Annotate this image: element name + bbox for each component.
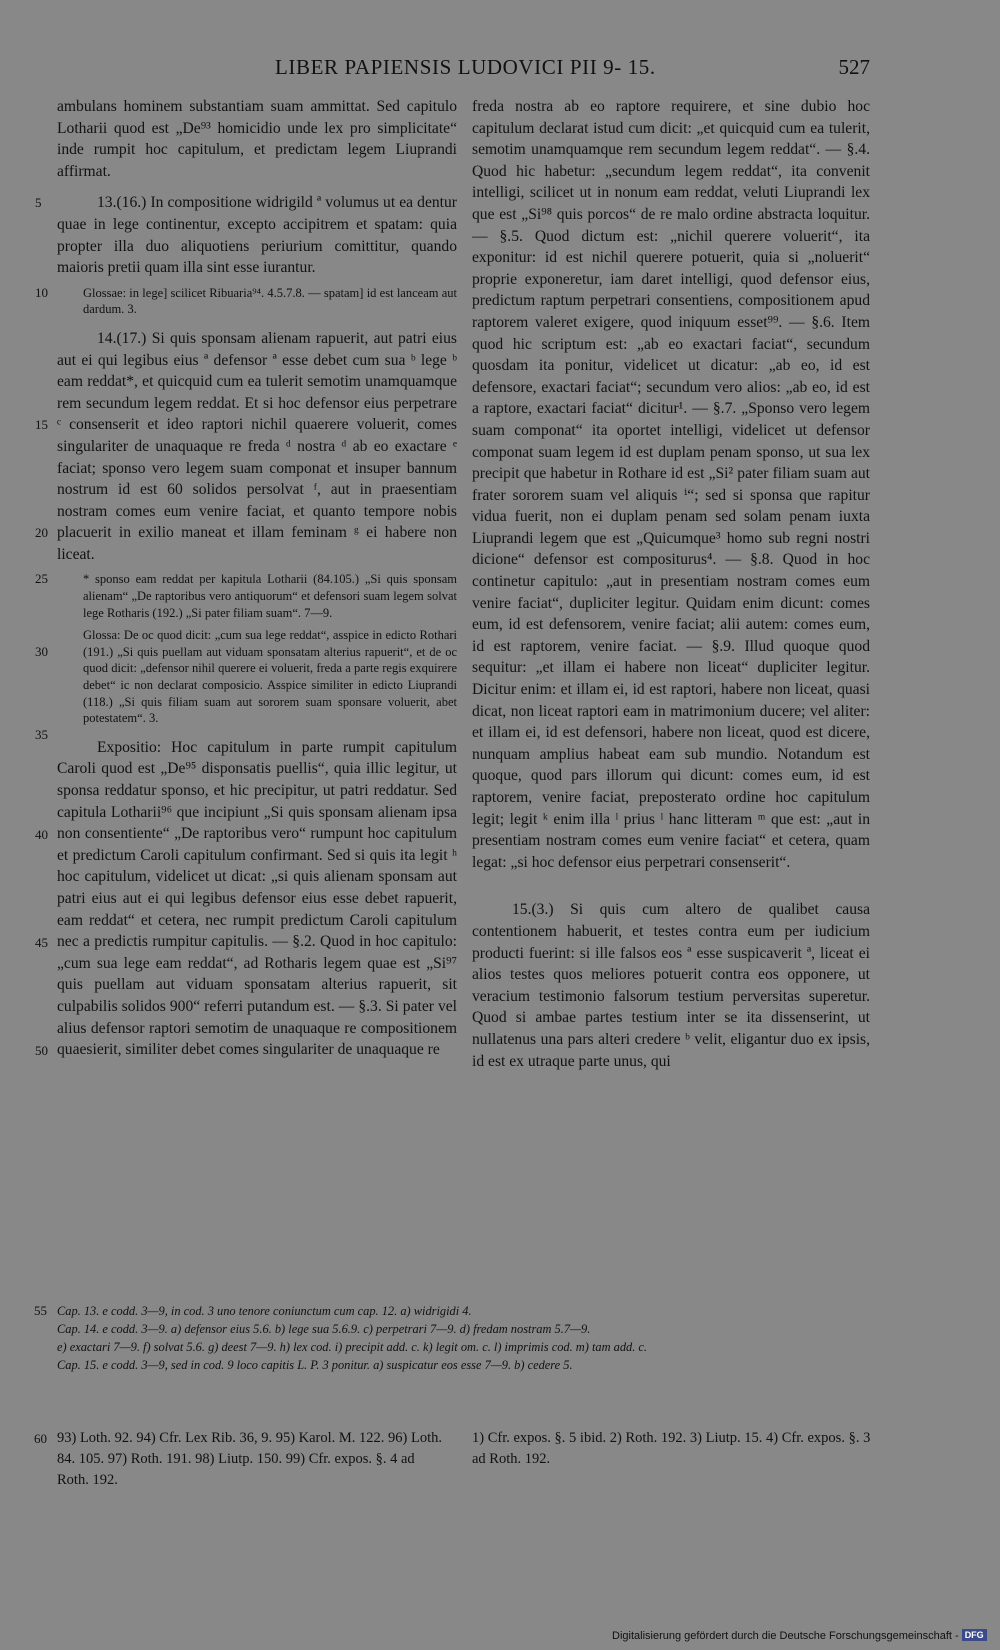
line-number-60: 60 — [34, 1431, 47, 1446]
line-number-10: 10 — [35, 284, 48, 300]
right-column — [472, 96, 870, 1072]
footnotes-left — [34, 1428, 447, 1491]
commentary-continuation — [472, 96, 870, 873]
apparatus-line-15: Cap. 15. e codd. 3—9, sed in cod. 9 loco capitis L. P. 3 ponitur. a) suspicatur eos esse 7—9. b) cedere 5. — [57, 1358, 573, 1372]
line-number-25: 25 — [35, 571, 48, 587]
footer-text: Digitalisierung gefördert durch die Deutsche Forschungsgemeinschaft - — [612, 1630, 959, 1642]
glossa-14 — [35, 627, 457, 743]
chapter-15 — [472, 899, 870, 1072]
line-number-45: 45 — [35, 934, 48, 950]
line-number-50: 50 — [35, 1042, 48, 1058]
chapter-15-text: 15.(3.) Si quis cum altero de qualibet causa contentionem habuerit, et testes contra eum per iudicium producti fuerint: si ille falsos eos ª esse suspicaverit ª, liceat ei alios testes quos meliores potuerit contra eos opponere, ut veracium testimonio falsorum testium perversitas superetur. Quod si ambae partes testium inter se ita dissenserint, ut nullatenus una pars alteri credere ᵇ velit, eligantur duo ex ipsis, id est ex utraque parte unus, qui — [472, 901, 870, 1070]
line-number-40: 40 — [35, 826, 48, 842]
glossae-13 — [35, 284, 457, 318]
line-number-30: 30 — [35, 644, 48, 660]
chapter-14 — [35, 328, 457, 566]
intro-text: ambulans hominem substantiam suam ammittat. Sed capitulo Lotharii quod est „De⁹³ homicidio unde lex pro simplicitate“ inde rumpit hoc capitulum, et predictam legem Liuprandi affirmat. — [57, 98, 457, 180]
intro-paragraph — [57, 96, 457, 182]
left-column — [35, 96, 457, 1061]
note-14 — [35, 571, 457, 621]
line-number-35: 35 — [35, 727, 48, 743]
apparatus-line-13: Cap. 13. e codd. 3—9, in cod. 3 uno tenore coniunctum cum cap. 12. a) widrigidi 4. — [57, 1304, 472, 1318]
glossa-14-text: Glossa: De oc quod dicit: „cum sua lege reddat“, asspice in edicto Rothari (191.) „Si quis puellam aut viduam sponsatam alterius rapuerit“, et de oc quod dicit: „defensor nihil querere ei voluerit, freda a parte regis exquirere debet“ ic non declarat composicio. Asspice similiter in edicto Liuprandi (118.) „Si quis filiam suam aut sororem suam sponsare voluerit, abet potestatem“. 3. — [83, 628, 457, 726]
line-number-5: 5 — [35, 195, 42, 211]
line-number-15: 15 — [35, 416, 48, 432]
chapter-14-text: 14.(17.) Si quis sponsam alienam rapuerit, aut patri eius aut ei qui legibus eius ª defensor ª esse debet cum sua ᵇ lege ᵇ eam reddat*, et quicquid cum ea tulerit semotim unamquamque rem secundum legem reddat. Et si hoc defensor eius perpetrare ᶜ consenserit et ideo raptori nichil quaerere voluerit, comes singulariter de unaquaque re freda ᵈ nostra ᵈ ab eo exactare ᵉ faciat; sponso vero legem suam componat et insuper bannum nostrum id est 60 solidos persolvat ᶠ, aut in praesentiam nostram comes eum venire faciat, et quanto tempore nobis placuerit in exilio maneat et illam feminam ᵍ ei habere non liceat. — [57, 329, 457, 563]
expositio-text: Expositio: Hoc capitulum in parte rumpit capitulum Caroli quod est „De⁹⁵ disponsatis puellis“, quia illic legitur, ut sponsa reddatur sponso, et hic precipitur, ut patri reddatur. Sed capitula Lotharii⁹⁶ que incipiunt „Si quis sponsam alienam ipsa non consentiente“ „De raptoribus vero“ rumpunt hoc capitulum et predictum Caroli capitulum confirmant. Sed si quis ita legit ʰ hoc capitulum, videlicet ut dicat: „si quis alienam sponsam aut patri eius aut ei qui legibus defensor eius esse debet rapuerit, eam reddat“ et cetera, nec rumpit predictum Caroli capitulum nec a predictis rumpitur capitulis. — §.2. Quod in hoc capitulo: „cum sua lege eam reddat“, ad Rotharis legem quae est „Si⁹⁷ quis puellam aut viduam sponsatam alterius rapuerit, sit culpabilis solidos 900“ referri putandum est. — §.3. Si pater vel alius defensor raptori semotim de unaquaque re compositionem quaesierit, similiter debet comes singulariter de unaquaque re — [57, 738, 457, 1059]
dfg-logo: DFG — [962, 1629, 987, 1641]
chapter-13-text: 13.(16.) In compositione widrigild ª volumus ut ea dentur quae in lege continentur, excepto accipitrem et spatam: quia propter illa duo aliquotiens periurium comittitur, quando maioris pretii quam illa sint esse iurantur. — [57, 194, 457, 277]
apparatus-line-14: Cap. 14. e codd. 3—9. a) defensor eius 5.6. b) lege sua 5.6.9. c) perpetrari 7—9. d) fredam nostram 5.7—9. — [57, 1322, 591, 1336]
page-number: 527 — [838, 55, 870, 79]
digitization-footer — [612, 1629, 987, 1645]
commentary-text: freda nostra ab eo raptore requirere, et sine dubio hoc capitulum declarat istud cum dicit: „et quicquid cum ea tulerit, semotim unamquamque rem secundum legem reddat“. — §.4. Quod hic habetur: „secundum legem reddat“, ita convenit intelligi, scilicet ut in nonum eam reddat, veluti Liuprandi lex que est „Si⁹⁸ quis porcos“ de re malo ordine abstracta loquitur. — §.5. Quod dictum est: „nichil querere voluerit“, ita exponitur: id est nichil querere potuerit, quia si „noluerit“ proprie exponeretur, iam daret intelligi, quod defensor eius, predictum raptum perpetrari consentiens, compositionem apud raptorem valeret exigere, quod iniquum esset⁹⁹. — §.6. Item quod hic scriptum est: „ab eo exactari faciat“, secundum quosdam ita ponitur, videlicet ut dicatur: „ab eo, id est defensore, exactari faciat“; secundum vero alios: „ab eo, id est a raptore, exactari faciat“ dicitur¹. — §.7. „Sponso vero legem suam componat“ ita oportet intelligi, videlicet ut defensor componat suam legem id est duplam penam sponso, ut sua lex precipit que habetur in Rothare id est „Si² pater filiam suam aut frater sororem suam vel aliquis ⁱ“; sed si sponsa que rapitur vidua fuerit, non ei duplam penam sed solam penam iuxta Liuprandi legem que est „Quicumque³ homo sub regni nostri dicione“ defensor est compositurus⁴. — §.8. Quod in hoc continetur capitulo: „aut in presentiam nostram comes eum venire faciat“, dupliciter legitur. Quidam enim dicunt: comes eum, id est defensorem, venire faciat; alii autem: comes eum, id est raptorem, venire faciat. — §.9. Illud quoque quod sequitur: „et illam ei habere non liceat“ dupliciter legitur. Dicitur enim: et illam ei, id est raptori, habere non liceat, quasi dicat, non liceat raptori eam in matrimonium ducere; vel aliter: et illam ei, id est defensori, habere non liceat, quod est dicere, nunquam amplius habeat eam sub mundio. Notandum est quoque, quod pars illorum qui dicunt: comes eum, id est raptorem, venire faciat, preposterato ordine hoc capitulum legit; legit ᵏ enim illa ˡ prius ˡ hanc litteram ᵐ que est: „aut in presentiam nostram comes eum venire faciat“ et cetera, quam legat: „si hoc defensor eius perpetrari consenserit“. — [472, 98, 870, 871]
critical-apparatus — [34, 1302, 877, 1374]
running-title: LIBER PAPIENSIS LUDOVICI PII 9- 15. — [275, 55, 656, 79]
glossae-13-text: Glossae: in lege] scilicet Ribuaria⁹⁴. 4.5.7.8. — spatam] id est lanceam aut dardum. 3. — [83, 285, 457, 317]
line-number-20: 20 — [35, 524, 48, 540]
page-header — [0, 55, 1000, 85]
expositio — [35, 737, 457, 1061]
footnotes-left-text: 93) Loth. 92. 94) Cfr. Lex Rib. 36, 9. 95) Karol. M. 122. 96) Loth. 84. 105. 97) Roth. 191. 98) Liutp. 150. 99) Cfr. expos. §. 4 ad Roth. 192. — [57, 1430, 443, 1488]
footnotes-right — [472, 1428, 872, 1470]
footnotes-right-text: 1) Cfr. expos. §. 5 ibid. 2) Roth. 192. 3) Liutp. 15. 4) Cfr. expos. §. 3 ad Roth. 192. — [472, 1430, 871, 1467]
note-14-text: * sponso eam reddat per kapitula Lotharii (84.105.) „Si quis sponsam alienam“ „De raptoribus vero antiquorum“ et defensori suam legem solvat lege Rotharis (192.) „Si pater filiam suam“. 7—9. — [83, 572, 457, 620]
line-number-55: 55 — [34, 1303, 47, 1318]
apparatus-line-14-cont: e) exactari 7—9. f) solvat 5.6. g) deest 7—9. h) lex cod. i) precipit add. c. k) legit om. c. l) imprimis cod. m) tam add. c. — [57, 1340, 648, 1354]
chapter-13 — [35, 192, 457, 278]
